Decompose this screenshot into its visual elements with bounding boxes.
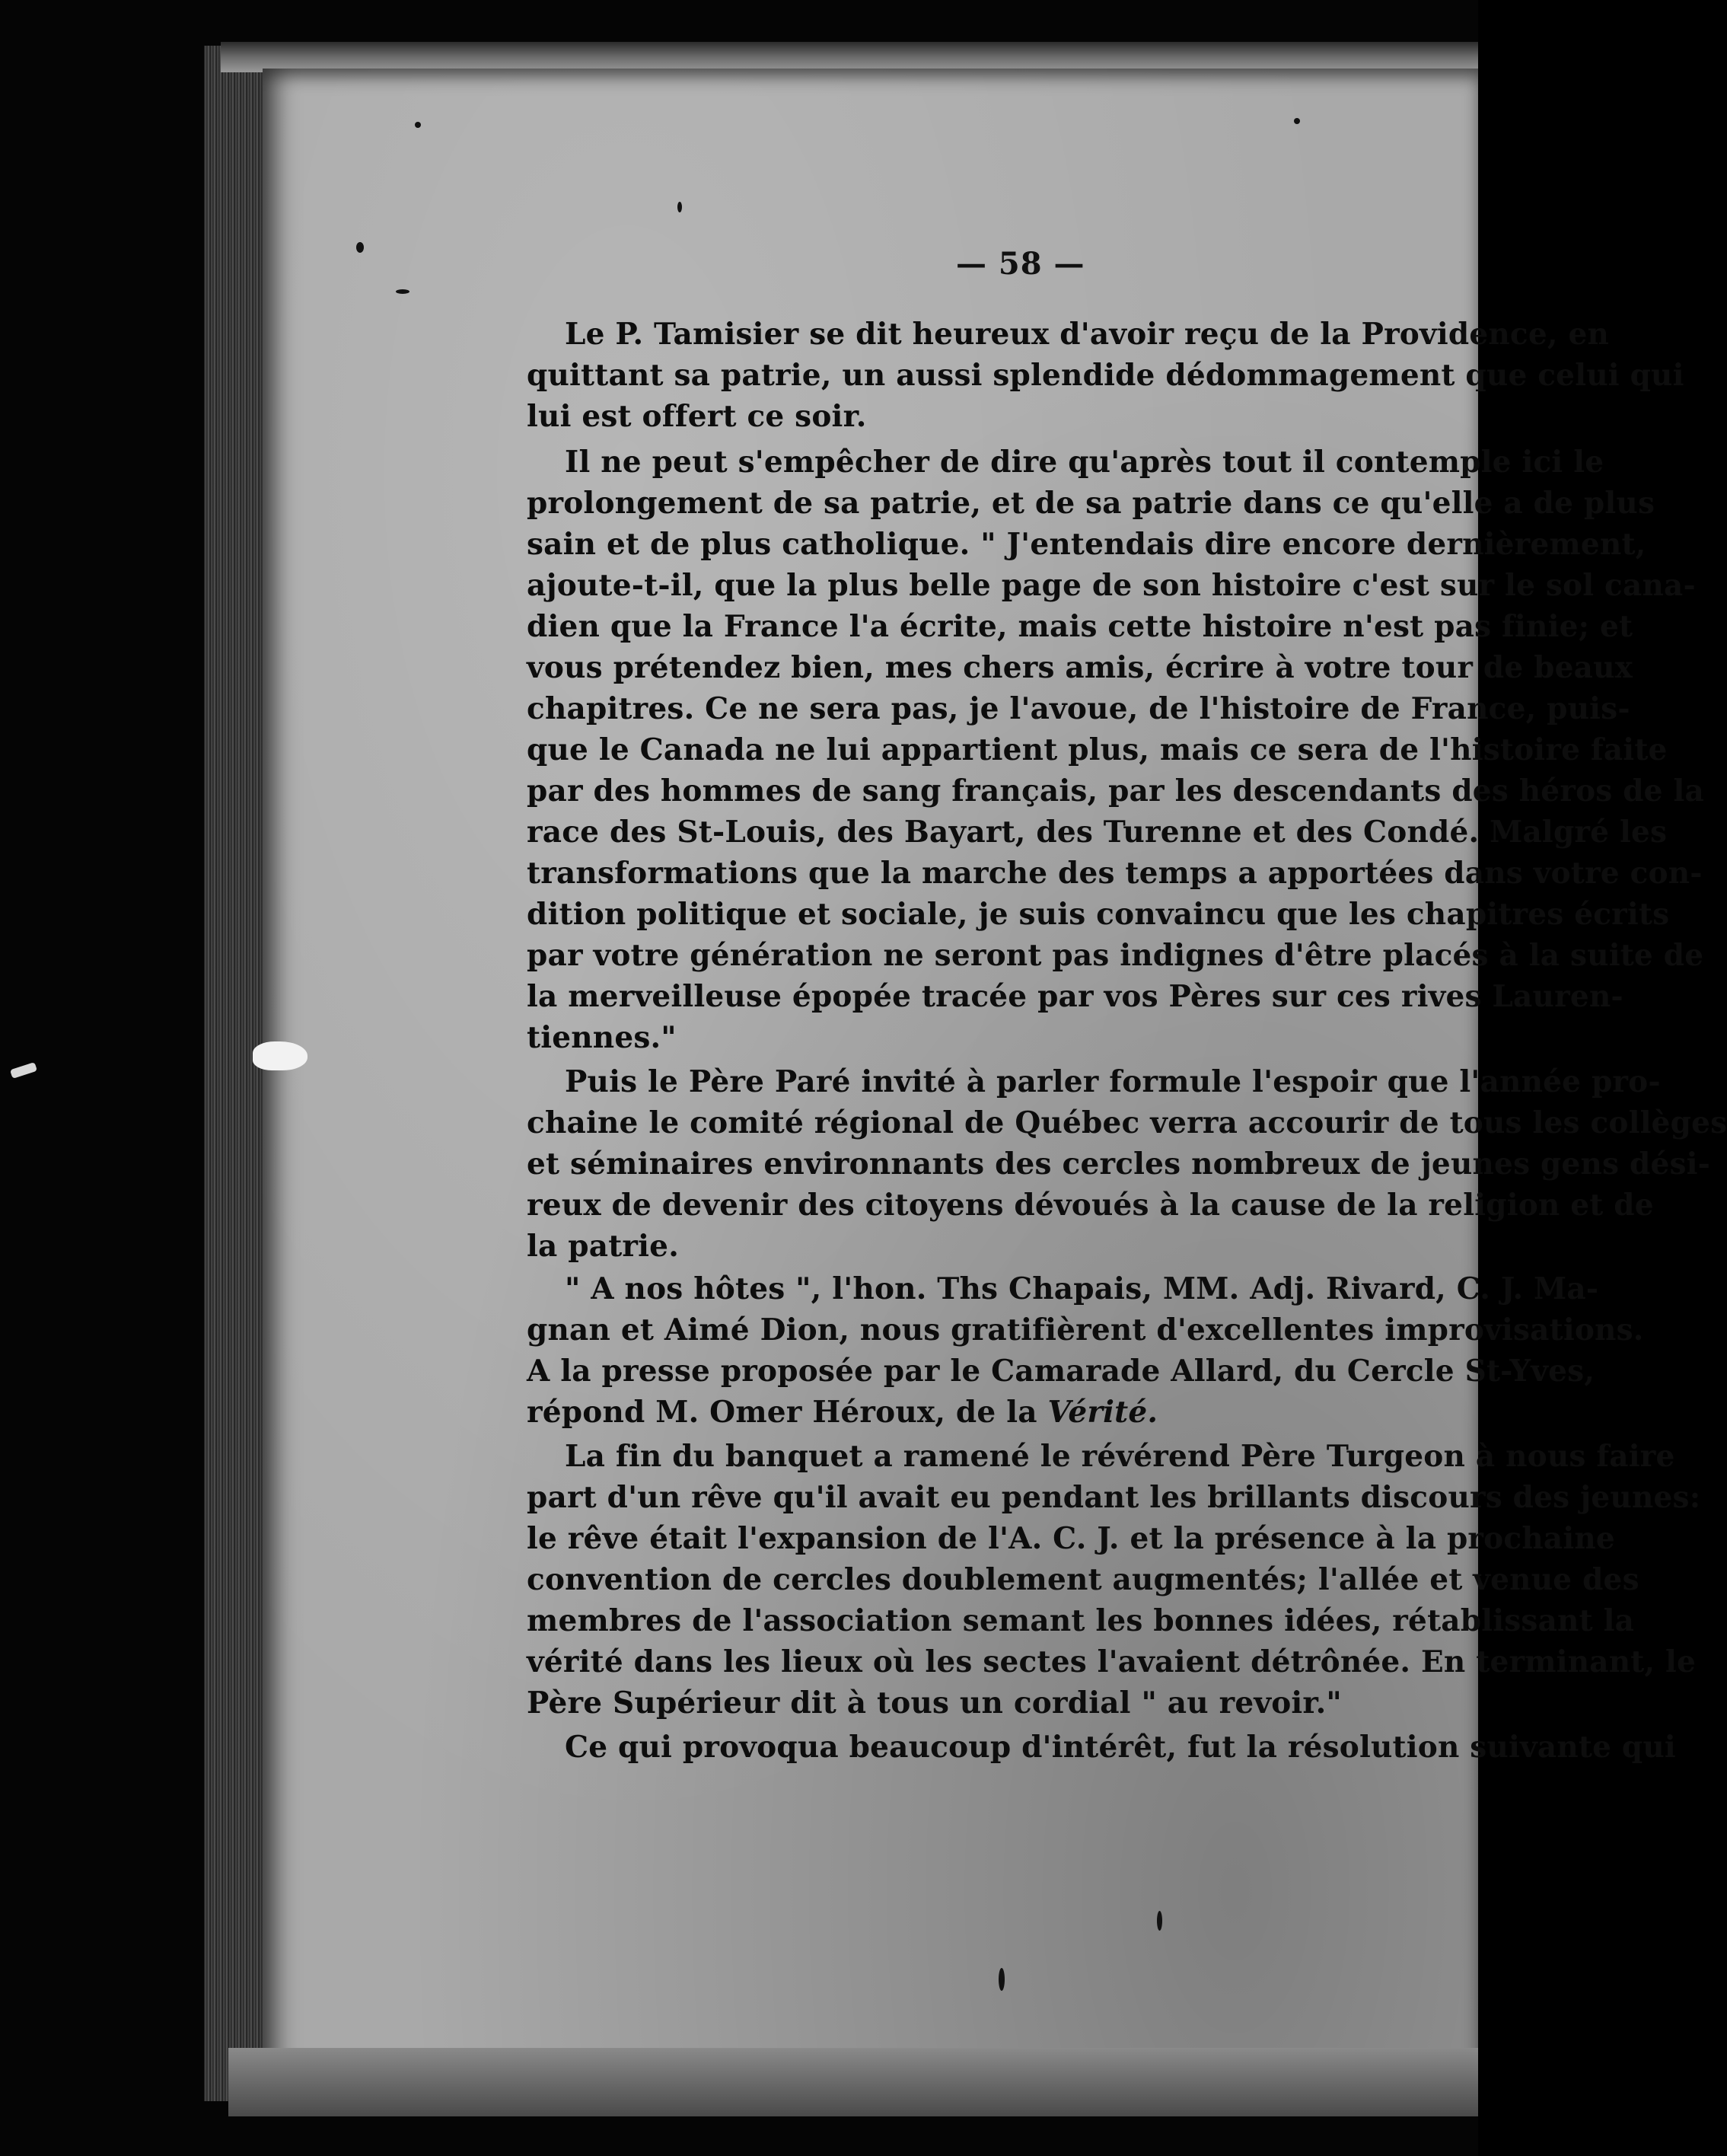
scan-speck [415,122,421,128]
scan-speck [677,202,682,212]
text-line: la merveilleuse épopée tracée par vos Pères sur ces rives Lauren- [527,979,1623,1014]
text-line: race des St-Louis, des Bayart, des Turenne et des Condé. Malgré les [527,815,1668,850]
text-line: prolongement de sa patrie, et de sa patrie dans ce qu'elle a de plus [527,486,1655,521]
text-line: convention de cercles doublement augmentés; l'allée et venue des [527,1562,1639,1597]
text-line: reux de devenir des citoyens dévoués à la cause de la religion et de [527,1188,1654,1223]
text-line: lui est offert ce soir. [527,399,867,434]
text-line: membres de l'association semant les bonnes idées, rétablissant la [527,1603,1635,1638]
text-line: part d'un rêve qu'il avait eu pendant les brillants discours des jeunes: [527,1480,1701,1515]
scan-artifact-mark [253,1041,307,1070]
scan-speck [1294,118,1300,124]
page-number: — 58 — [956,246,1085,282]
text-line: dien que la France l'a écrite, mais cette histoire n'est pas finie; et [527,609,1633,644]
text-line: gnan et Aimé Dion, nous gratifièrent d'excellentes improvisations. [527,1312,1644,1348]
text-line: transformations que la marche des temps a apportées dans votre con- [527,856,1703,891]
text-line: sain et de plus catholique. " J'entendais dire encore dernièrement, [527,527,1646,562]
text-line: vous prétendez bien, mes chers amis, écrire à votre tour de beaux [527,650,1633,685]
text-line: Ce qui provoqua beaucoup d'intérêt, fut la résolution suivante qui [565,1730,1676,1765]
text-line: par des hommes de sang français, par les descendants des héros de la [527,773,1704,808]
book-page-edges [204,46,266,2101]
italic-word: Vérité. [1047,1395,1158,1430]
text-line: et séminaires environnants des cercles nombreux de jeunes gens dési- [527,1147,1711,1182]
text-line: le rêve était l'expansion de l'A. C. J. et la présence à la prochaine [527,1521,1615,1556]
page-text [527,314,1727,1798]
text-line: La fin du banquet a ramené le révérend Père Turgeon à nous faire [565,1439,1675,1474]
text-line: " A nos hôtes ", l'hon. Ths Chapais, MM. Adj. Rivard, C. J. Ma- [565,1271,1599,1306]
text-line: Il ne peut s'empêcher de dire qu'après tout il contemple ici le [565,445,1604,480]
text-line: dition politique et sociale, je suis convaincu que les chapitres écrits [527,897,1670,932]
text-line: quittant sa patrie, un aussi splendide dédommagement que celui qui [527,358,1684,393]
scan-speck [1157,1911,1162,1931]
text-line [527,1392,1158,1433]
scan-speck [396,289,409,294]
text-line: Père Supérieur dit à tous un cordial " au revoir." [527,1686,1342,1721]
scan-speck [356,242,364,253]
book-top-edge [221,42,1478,72]
text-line: Puis le Père Paré invité à parler formule l'espoir que l'année pro- [565,1064,1661,1099]
text-line: Le P. Tamisier se dit heureux d'avoir reçu de la Providence, en [565,317,1610,352]
scan-speck [999,1968,1005,1991]
text-line: que le Canada ne lui appartient plus, mais ce sera de l'histoire faite [527,732,1668,767]
text-line: chapitres. Ce ne sera pas, je l'avoue, de l'histoire de France, puis- [527,691,1630,726]
text-line: vérité dans les lieux où les sectes l'avaient détrônée. En terminant, le [527,1644,1697,1679]
text-line: tiennes." [527,1020,677,1055]
text-line: la patrie. [527,1229,679,1264]
text-line: ajoute-t-il, que la plus belle page de son histoire c'est sur le sol cana- [527,568,1696,603]
text-line: A la presse proposée par le Camarade Allard, du Cercle St-Yves, [527,1354,1595,1389]
text-line-start: répond M. Omer Héroux, de la [527,1395,1048,1430]
text-line: par votre génération ne seront pas indignes d'être placés à la suite de [527,938,1704,973]
book-page-bottom-edge [228,2048,1478,2116]
text-line: chaine le comité régional de Québec verra accourir de tous les collèges [527,1105,1727,1140]
